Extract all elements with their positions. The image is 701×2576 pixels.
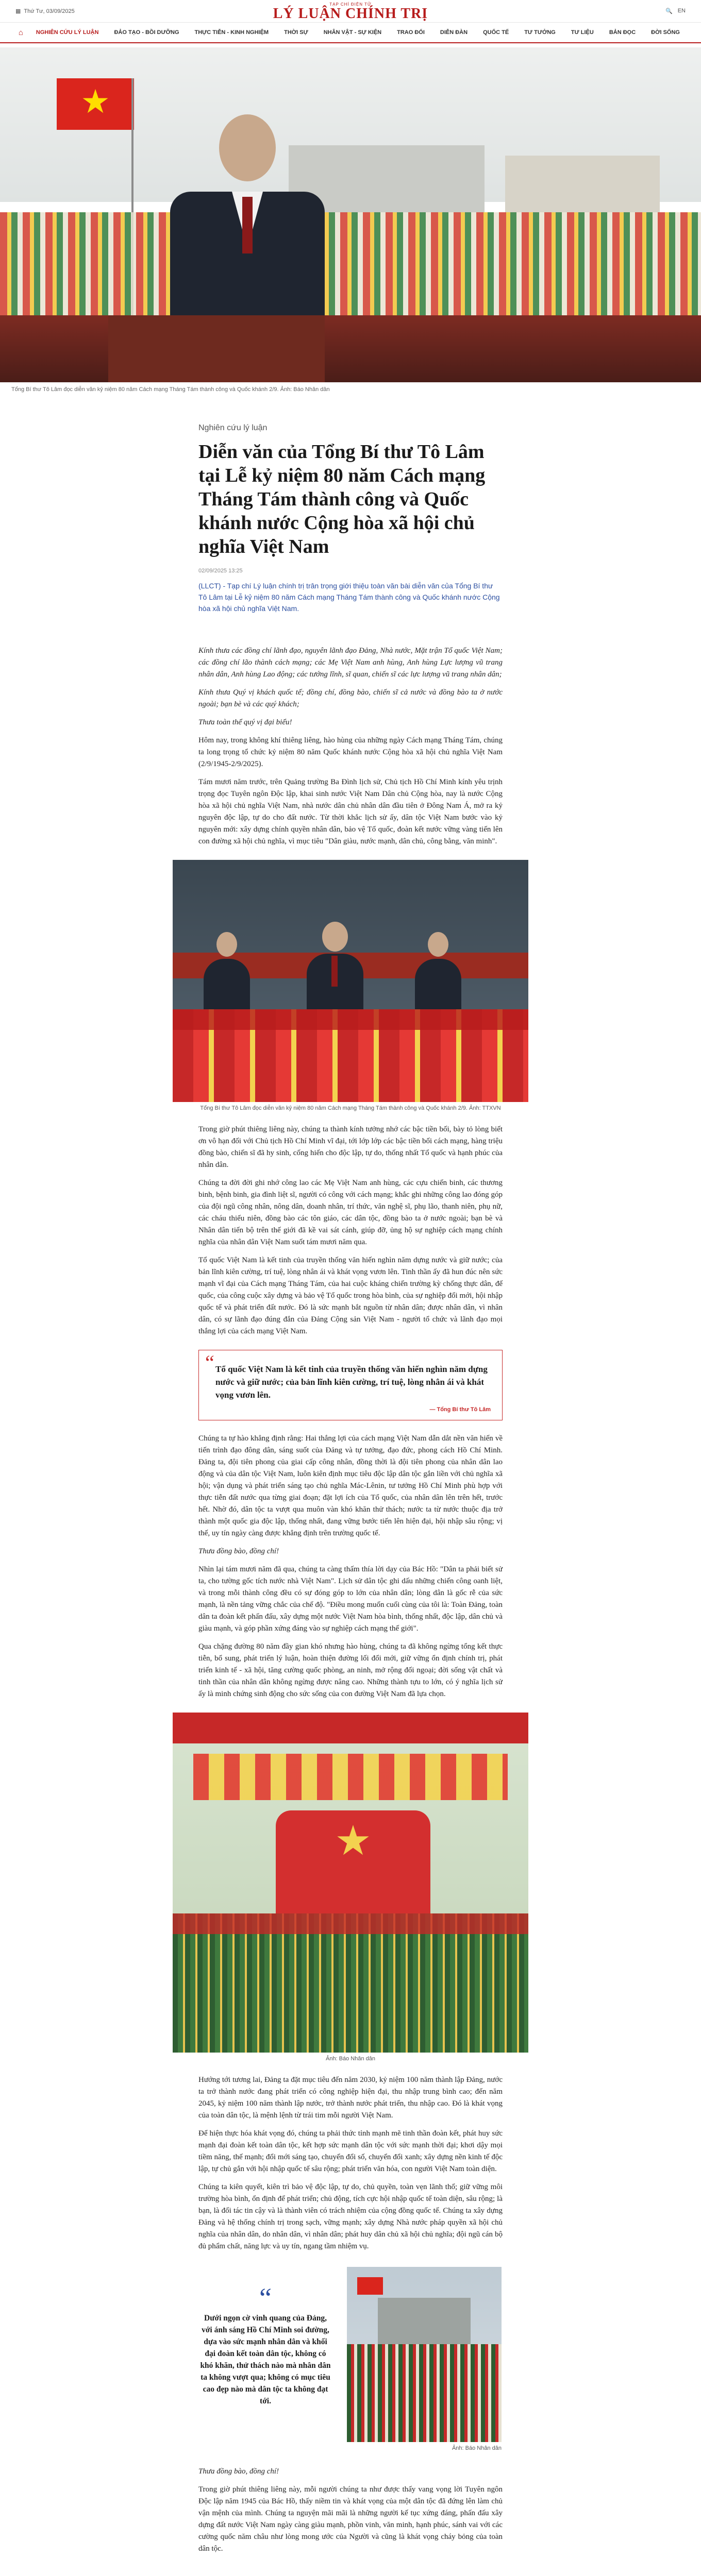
paragraph: Thưa đồng bào, đồng chí! bbox=[198, 2467, 279, 2476]
date-text: Thứ Tư, 03/09/2025 bbox=[24, 8, 75, 14]
paragraph: Chúng ta tự hào khẳng định rằng: Hai thắng lợi của cách mạng Việt Nam dẫn dắt nền văn hiến về tiến trình đạo đông dân, sáng suốt của Đảng và tự tưởng, đạo đức, phong cách Hồ Chí Minh. Đảng ta, đội tiên phong của giai cấp công nhân, đồng thời là đội tiên phong của nhân dân lao động và của dân tộc Việt Nam, luôn kiên định mục tiêu độc lập dân tộc gắn liền với chủ nghĩa xã hội; vận dụng và phát triển sáng tạo chủ nghĩa Mác-Lênin, tư tưởng Hồ Chí Minh phù hợp với thực tiễn đất nước qua từng giai đoạn; đặt lợi ích của Tổ quốc, của nhân dân lên trên hết, trước hết. Nhờ đó, dân tộc ta vượt qua muôn vàn khó khăn thử thách; nước ta từ nước thuộc địa trở thành một quốc gia độc lập, thống nhất, đang vững bước tiến lên hiện đại, hội nhập sâu rộng; vị thế, uy tín ngày càng được khẳng định trên trường quốc tế. bbox=[198, 1434, 503, 1537]
paragraph: Qua chặng đường 80 năm đầy gian khó nhưng hào hùng, chúng ta đã không ngừng tổng kết thực tiễn, bổ sung, phát triển lý luận, hoàn thiện đường lối đổi mới, giữ vững ổn định chính trị, phát triển kinh tế - xã hội, tăng cường quốc phòng, an ninh, mở rộng đối ngoại; đời sống vật chất và tinh thần của nhân dân không ngừng được nâng cao. Những thành tựu to lớn, có ý nghĩa lịch sử ấy là minh chứng sinh động cho sức sống của con đường Việt Nam đã lựa chọn. bbox=[198, 1642, 503, 1698]
paragraph: Thưa đồng bào, đồng chí! bbox=[198, 1547, 279, 1555]
calendar-icon: ▦ bbox=[15, 8, 21, 14]
paragraph: Nhìn lại tám mươi năm đã qua, chúng ta càng thấm thía lời dạy của Bác Hồ: "Dân ta phải biết sử ta, cho tường gốc tích nước nhà Việt Nam". Lịch sử dân tộc ghi dấu những chiến công oanh liệt, và trong mỗi thành công đều có sự đóng góp to lớn của nhân dân; lòng dân là gốc rễ của sức mạnh, là nền tảng vững chắc của chế độ. "Điều mong muốn cuối cùng của tôi là: Toàn Đảng, toàn dân ta đoàn kết phấn đấu, xây dựng một nước Việt Nam hòa bình, thống nhất, độc lập, dân chủ và giàu mạnh, và góp phần xứng đáng vào sự nghiệp cách mạng thế giới". bbox=[198, 1565, 503, 1633]
nav-item-thoi-su[interactable]: THỜI SỰ bbox=[284, 29, 308, 36]
paragraph: Hướng tới tương lai, Đảng ta đặt mục tiêu đến năm 2030, kỷ niệm 100 năm thành lập Đảng, nước ta trở thành nước đang phát triển có công nghiệp hiện đại, thu nhập trung bình cao; đến năm 2045, kỷ niệm 100 năm thành lập nước, trở thành nước phát triển, thu nhập cao. Đó là khát vọng của toàn dân tộc, là mệnh lệnh từ trái tim mỗi người Việt Nam. bbox=[198, 2076, 503, 2120]
paragraph: Chúng ta kiên quyết, kiên trì bảo vệ độc lập, tự do, chủ quyền, toàn vẹn lãnh thổ; giữ vững môi trường hòa bình, ổn định để phát triển; chủ động, tích cực hội nhập quốc tế toàn diện, sâu rộng; là bạn, là đối tác tin cậy và là thành viên có trách nhiệm của cộng đồng quốc tế. Chúng ta xây dựng Đảng và hệ thống chính trị trong sạch, vững mạnh; xây dựng Nhà nước pháp quyền xã hội chủ nghĩa của nhân dân, do nhân dân, vì nhân dân; phát huy dân chủ xã hội chủ nghĩa; đội ngũ cán bộ đủ phẩm chất, năng lực và uy tín, ngang tầm nhiệm vụ. bbox=[198, 2183, 503, 2250]
figure-3-caption: Ảnh: Báo Nhân dân bbox=[452, 2445, 502, 2451]
paragraph: Kính thưa Quý vị khách quốc tế; đồng chí, đồng bào, chiến sĩ cả nước và đồng bào ta ở nước ngoài; bạn bè và các quý khách; bbox=[198, 688, 503, 708]
nav-item-tu-tuong[interactable]: TƯ TƯỞNG bbox=[524, 29, 556, 36]
figure-3 bbox=[347, 2267, 502, 2451]
paragraph: Hôm nay, trong không khí thiêng liêng, hào hùng của những ngày Cách mạng Tháng Tám, chúng ta long trọng tổ chức kỷ niệm 80 năm Quốc khánh nước Cộng hòa xã hội chủ nghĩa Việt Nam (2/9/1945-2/9/2025). bbox=[198, 736, 503, 768]
star-icon: ★ bbox=[335, 1819, 372, 1864]
leader-figure bbox=[415, 932, 461, 1009]
quote-mark-icon: “ bbox=[205, 1351, 214, 1374]
hero-photo bbox=[0, 47, 701, 382]
paragraph: Để hiện thực hóa khát vọng đó, chúng ta phải thức tỉnh mạnh mẽ tinh thần đoàn kết, phát huy sức mạnh đại đoàn kết toàn dân tộc, kết hợp sức mạnh dân tộc với sức mạnh thời đại; khơi dậy mọi tiềm năng, thế mạnh; đổi mới sáng tạo, chuyển đổi số, chuyển đổi xanh; xây dựng nền kinh tế độc lập, tự chủ gắn với hội nhập quốc tế sâu rộng; phát triển văn hóa, con người Việt Nam toàn diện. bbox=[198, 2129, 503, 2173]
nav-item-nhan-vat[interactable]: NHÂN VẬT - SỰ KIỆN bbox=[323, 29, 382, 36]
side-quote-text: Dưới ngọn cờ vinh quang của Đảng, với ánh sáng Hồ Chí Minh soi đường, dựa vào sức mạnh nhân dân và khối đại đoàn kết toàn dân tộc, không có khó khăn, thử thách nào mà nhân dân ta không vượt qua; không có mục tiêu cao đẹp nào mà dân tộc ta không đạt tới. bbox=[200, 2314, 331, 2405]
article-title: Diễn văn của Tổng Bí thư Tô Lâm tại Lễ kỷ niệm 80 năm Cách mạng Tháng Tám thành công và Quốc khánh nước Cộng hòa xã hội chủ nghĩa Việt Nam bbox=[198, 441, 486, 557]
leader-figure bbox=[307, 922, 363, 1009]
nav-item-ban-doc[interactable]: BẢN ĐỌC bbox=[609, 29, 636, 36]
paragraph: Trong giờ phút thiêng liêng này, chúng ta thành kính tưởng nhớ các bậc tiền bối, bày tỏ lòng biết ơn vô hạn đối với Chủ tịch Hồ Chí Minh vĩ đại, tới lớp lớp các bậc tiền bối cách mạng, hàng triệu đồng bào, chiến sĩ đã hy sinh, cống hiến cho độc lập, tự do, thống nhất Tổ quốc và hạnh phúc của nhân dân. bbox=[198, 1125, 503, 1169]
nav-item-trao-doi[interactable]: TRAO ĐỔI bbox=[397, 29, 425, 36]
figure-1 bbox=[173, 860, 528, 1111]
pull-quote-author: — Tổng Bí thư Tô Lâm bbox=[429, 1406, 491, 1413]
article bbox=[198, 423, 503, 2576]
figure-2-caption: Ảnh: Báo Nhân dân bbox=[325, 2056, 376, 2062]
nav-item-doi-song[interactable]: ĐỜI SỐNG bbox=[651, 29, 680, 36]
header-tools bbox=[665, 8, 686, 14]
figure-3-image bbox=[347, 2267, 502, 2442]
nav-item-nghien-cuu-ly-luan[interactable]: NGHIÊN CỨU LÝ LUẬN bbox=[36, 29, 99, 36]
paragraph: Tổ quốc Việt Nam là kết tinh của truyền thống văn hiến nghìn năm dựng nước và giữ nước; của bản lĩnh kiên cường, trí tuệ, lòng nhân ái và khát vọng vươn lên. Tinh thần ấy đã hun đúc nên sức mạnh vĩ đại của Cách mạng Tháng Tám, của hai cuộc kháng chiến trường kỳ chống thực dân, đế quốc, của công cuộc xây dựng và bảo vệ Tổ quốc trong hòa bình, của sự nghiệp đổi mới, hội nhập quốc tế và phát triển đất nước. Đó là sức mạnh bắt nguồn từ nhân dân; được nhân dân, vì nhân dân, có sự lãnh đạo đúng đắn của Đảng Cộng sản Việt Nam - người tổ chức và lãnh đạo mọi thắng lợi của cách mạng Việt Nam. bbox=[198, 1256, 503, 1335]
quote-mark-icon: “ bbox=[259, 2282, 272, 2313]
star-icon: ★ bbox=[80, 83, 110, 120]
paragraph: Chúng ta đời đời ghi nhớ công lao các Mẹ Việt Nam anh hùng, các cựu chiến binh, các thương binh, bệnh binh, gia đình liệt sĩ, người có công với cách mạng; khắc ghi những công lao đóng góp của đội ngũ công nhân, nông dân, doanh nhân, trí thức, văn nghệ sĩ, phụ lão, thanh niên, phụ nữ, các cháu thiếu niên, đồng bào các tôn giáo, các dân tộc, đồng bào ta ở nước ngoài; bạn bè và Nhân dân tiến bộ trên thế giới đã kề vai sát cánh, giúp đỡ, ủng hộ sự nghiệp cách mạng chính nghĩa của nhân dân Việt Nam suốt tám mươi năm qua. bbox=[198, 1179, 503, 1246]
nav-item-tu-lieu[interactable]: TƯ LIỆU bbox=[571, 29, 594, 36]
quote-with-figure bbox=[198, 2267, 503, 2451]
nav-item-dien-dan[interactable]: DIỄN ĐÀN bbox=[440, 29, 468, 36]
paragraph: Kính thưa các đồng chí lãnh đạo, nguyên lãnh đạo Đảng, Nhà nước, Mặt trận Tổ quốc Việt Nam; các đồng chí lão thành cách mạng; các Mẹ Việt Nam anh hùng, Anh hùng Lực lượng vũ trang nhân dân, Anh hùng Lao động; các tướng lĩnh, sĩ quan, chiến sĩ các lực lượng vũ trang nhân dân; bbox=[198, 647, 503, 679]
header-date bbox=[15, 8, 75, 14]
figure-1-image bbox=[173, 860, 528, 1102]
pull-quote-text: Tổ quốc Việt Nam là kết tinh của truyền thống văn hiến nghìn năm dựng nước và giữ nước; của bản lĩnh kiên cường, trí tuệ, lòng nhân ái và khát vọng vươn lên. bbox=[215, 1364, 488, 1400]
main-nav bbox=[0, 23, 701, 43]
paragraph: Trong giờ phút thiêng liêng này, mỗi người chúng ta như được thấy vang vọng lời Tuyên ngôn Độc lập năm 1945 của Bác Hồ, thấy niềm tin và khát vọng của một dân tộc đã đứng lên làm chủ vận mệnh của mình. Chúng ta nguyện mãi mãi là những người kế tục xứng đáng, phấn đấu xây dựng đất nước Việt Nam ngày càng giàu mạnh, phồn vinh, văn minh, hạnh phúc, sánh vai với các cường quốc năm châu như lòng mong ước của Người và cũng là khát vọng cháy bỏng của toàn dân tộc. bbox=[198, 2485, 503, 2553]
paragraph: Tám mươi năm trước, trên Quảng trường Ba Đình lịch sử, Chủ tịch Hồ Chí Minh kính yêu trịnh trọng đọc Tuyên ngôn Độc lập, khai sinh nước Việt Nam Dân chủ Cộng hòa, nay là nước Cộng hòa xã hội chủ nghĩa Việt Nam, nhà nước dân chủ nhân dân đầu tiên ở Đông Nam Á, mở ra kỷ nguyên độc lập, tự do cho đất nước. Từ thời khắc lịch sử ấy, dân tộc Việt Nam bước vào kỷ nguyên mới: xây dựng chính quyền nhân dân, bảo vệ Tổ quốc, đoàn kết nước vững vàng tiến lên con đường xã hội chủ nghĩa, vì mục tiêu "Dân giàu, nước mạnh, dân chủ, công bằng, văn minh". bbox=[198, 778, 503, 845]
paragraph: Thưa toàn thể quý vị đại biểu! bbox=[198, 718, 292, 726]
nav-item-quoc-te[interactable]: QUỐC TẾ bbox=[483, 29, 509, 36]
article-sapo: (LLCT) - Tạp chí Lý luận chính trị trân trọng giới thiệu toàn văn bài diễn văn của Tổng Bí thư Tô Lâm tại Lễ kỷ niệm 80 năm Cách mạng Tháng Tám thành công và Quốc khánh nước Cộng hòa xã hội chủ nghĩa Việt Nam. bbox=[198, 582, 500, 613]
nav-item-thuc-tien[interactable]: THỰC TIỄN - KINH NGHIỆM bbox=[194, 29, 269, 36]
nav-item-dao-tao[interactable]: ĐẢO TẠO - BỒI DƯỠNG bbox=[114, 29, 179, 36]
pull-quote bbox=[198, 1350, 503, 1420]
top-bar bbox=[0, 0, 701, 23]
article-category[interactable]: Nghiên cứu lý luận bbox=[198, 423, 268, 432]
leader-figure bbox=[204, 932, 250, 1009]
side-quote bbox=[198, 2267, 332, 2451]
figure-2-image bbox=[173, 1713, 528, 2053]
masthead-sup: TẠP CHÍ ĐIỆN TỬ bbox=[329, 2, 372, 7]
home-icon[interactable]: ⌂ bbox=[18, 28, 23, 37]
figure-1-caption: Tổng Bí thư Tô Lâm đọc diễn văn kỷ niệm 80 năm Cách mạng Tháng Tám thành công và Quốc khánh 2/9. Ảnh: TTXVN bbox=[200, 1105, 501, 1111]
site-logo[interactable] bbox=[273, 2, 428, 21]
figure-2 bbox=[173, 1713, 528, 2062]
language-toggle[interactable]: EN bbox=[677, 8, 686, 14]
search-icon[interactable]: 🔍 bbox=[665, 8, 673, 14]
publish-date: 02/09/2025 13:25 bbox=[198, 568, 243, 574]
flag bbox=[357, 2277, 383, 2295]
masthead-name: LÝ LUẬN CHÍNH TRỊ bbox=[273, 6, 428, 22]
hero-caption: Tổng Bí thư Tô Lâm đọc diễn văn kỷ niệm 80 năm Cách mạng Tháng Tám thành công và Quốc khánh 2/9. Ảnh: Báo Nhân dân bbox=[11, 386, 330, 393]
